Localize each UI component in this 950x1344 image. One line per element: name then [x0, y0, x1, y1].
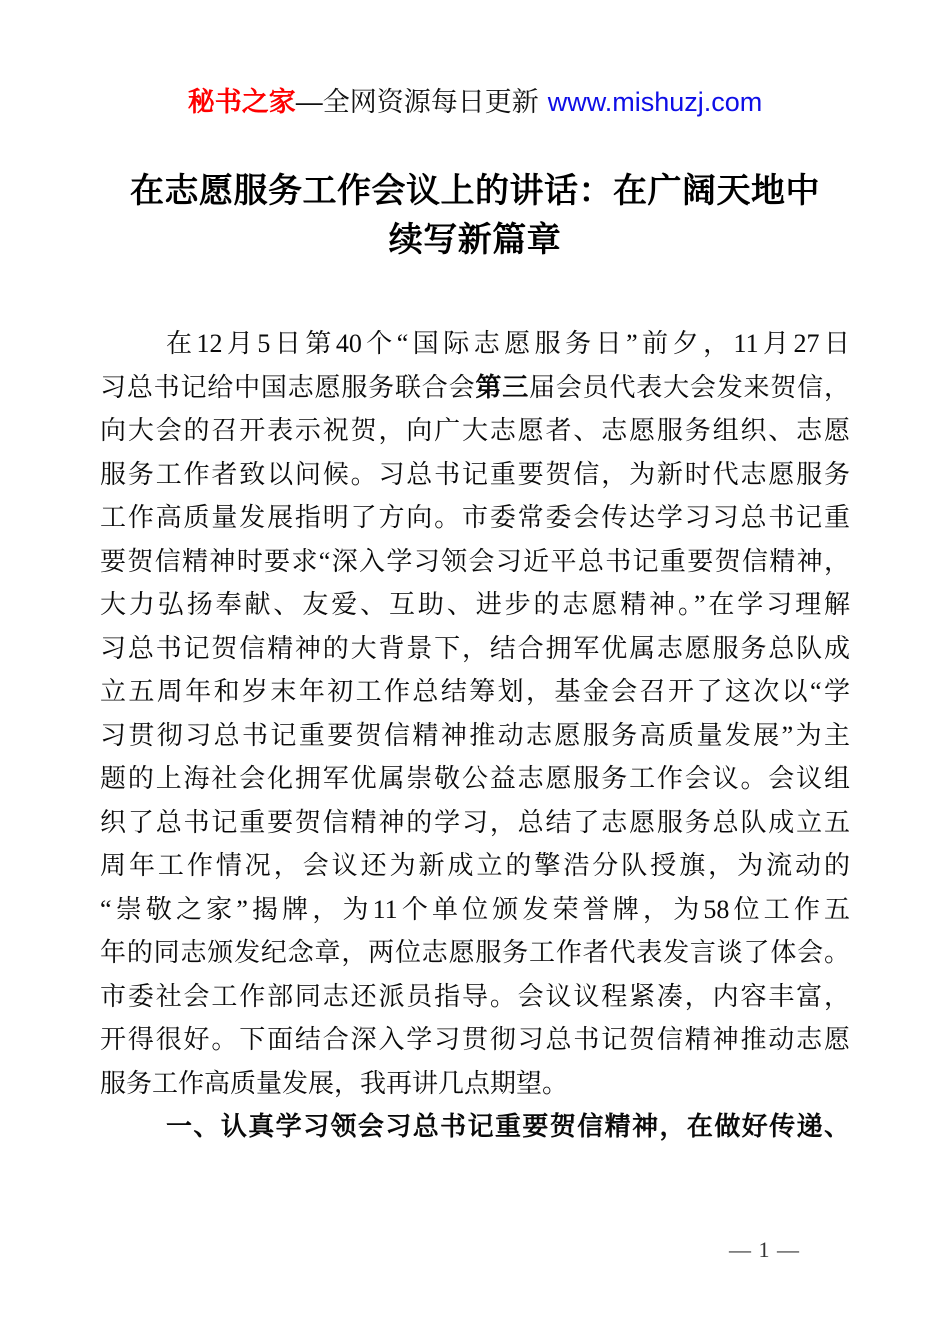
body-line — [100, 453, 850, 497]
page-number: — 1 — — [729, 1237, 800, 1262]
body-text: “崇敬之家”揭牌，为11个单位颁发荣誉牌，为58位工作五 — [100, 894, 850, 924]
body-text: 习贯彻习总书记重要贺信精神推动志愿服务高质量发展”为主 — [100, 720, 850, 750]
site-name: 秘书之家 — [187, 87, 296, 117]
body-line — [100, 627, 850, 671]
body-line — [100, 1105, 850, 1149]
body-line — [100, 931, 850, 975]
site-url-text: www.mishuzj.com — [547, 87, 763, 117]
body-text: 习总书记给中国志愿服务联合会 — [100, 372, 476, 402]
body-text: 服务工作高质量发展，我再讲几点期望。 — [100, 1068, 569, 1098]
body-text: 服务工作者致以问候。习总书记重要贺信，为新时代志愿服务 — [100, 459, 850, 489]
body-text-bold: 一、认真学习领会习总书记重要贺信精神，在做好传递、 — [166, 1112, 850, 1141]
body-text: 习总书记贺信精神的大背景下，结合拥军优属志愿服务总队成 — [100, 633, 850, 663]
body-line — [100, 670, 850, 714]
body-text: 年的同志颁发纪念章，两位志愿服务工作者代表发言谈了体会。 — [100, 938, 850, 967]
body-line — [100, 1018, 850, 1062]
site-header — [0, 0, 950, 120]
body-text: 在12月5日第40个“国际志愿服务日”前夕，11月27日 — [166, 329, 850, 358]
body-line — [100, 844, 850, 888]
body-text: 织了总书记重要贺信精神的学习，总结了志愿服务总队成立五 — [100, 807, 850, 837]
page-footer — [729, 1237, 800, 1263]
body-line — [100, 975, 850, 1019]
body-line — [100, 1062, 850, 1106]
body-text: 周年工作情况，会议还为新成立的擎浩分队授旗，为流动的 — [100, 851, 850, 880]
body-text-bold: 第三 — [475, 372, 530, 402]
title-line-1: 在志愿服务工作会议上的讲话：在广阔天地中 — [130, 172, 820, 210]
body-line — [100, 322, 850, 366]
site-tagline: —全网资源每日更新 — [295, 87, 539, 117]
body-text: 市委社会工作部同志还派员指导。会议议程紧凑，内容丰富， — [100, 981, 850, 1011]
body-text: 届会员代表大会发来贺信， — [529, 372, 850, 402]
body-text: 大力弘扬奉献、友爱、互助、进步的志愿精神。”在学习理解 — [100, 590, 850, 619]
body-line — [100, 888, 850, 932]
body-line — [100, 540, 850, 584]
body-text: 向大会的召开表示祝贺，向广大志愿者、志愿服务组织、志愿 — [100, 416, 850, 445]
title-line-2: 续写新篇章 — [388, 221, 562, 259]
body-line — [100, 409, 850, 453]
body-text: 工作高质量发展指明了方向。市委常委会传达学习习总书记重 — [100, 503, 850, 532]
body-text: 开得很好。下面结合深入学习贯彻习总书记贺信精神推动志愿 — [100, 1025, 850, 1054]
body-line — [100, 366, 850, 410]
body-line — [100, 583, 850, 627]
body-line — [100, 801, 850, 845]
body-text: 立五周年和岁末年初工作总结筹划，基金会召开了这次以“学 — [100, 677, 850, 706]
body-line — [100, 496, 850, 540]
document-title — [0, 167, 950, 265]
body-line — [100, 714, 850, 758]
body-text: 要贺信精神时要求“深入学习领会习近平总书记重要贺信精神， — [100, 546, 850, 576]
body-line — [100, 757, 850, 801]
document-body — [100, 322, 850, 1149]
body-text: 题的上海社会化拥军优属崇敬公益志愿服务工作会议。会议组 — [100, 764, 850, 793]
